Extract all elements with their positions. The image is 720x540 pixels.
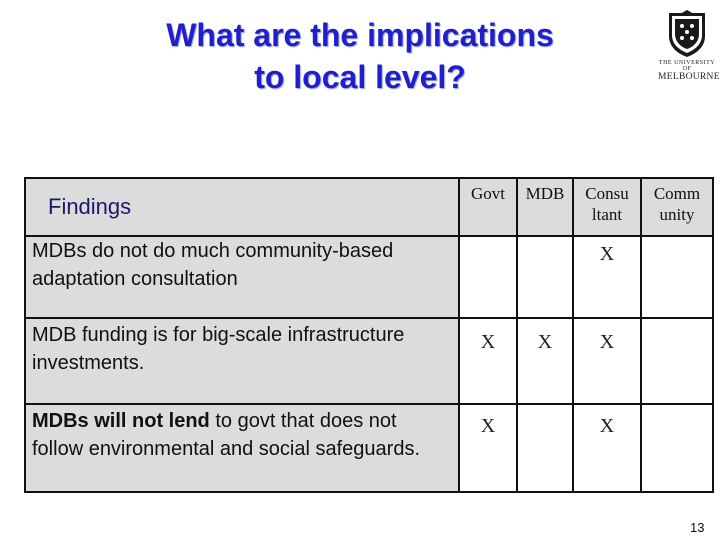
slide-title bbox=[110, 14, 610, 98]
mark-consultant: X bbox=[573, 318, 641, 404]
mark-govt: X bbox=[459, 404, 517, 492]
header-community-line1: Comm bbox=[653, 184, 701, 203]
finding-cell bbox=[25, 404, 459, 492]
mark-community bbox=[641, 318, 713, 404]
title-line-1: What are the implications bbox=[166, 17, 554, 53]
header-govt bbox=[459, 178, 517, 236]
header-mdb-line1: MDB bbox=[525, 184, 565, 203]
header-consultant bbox=[573, 178, 641, 236]
mark-mdb bbox=[517, 404, 573, 492]
mark-consultant: X bbox=[573, 236, 641, 318]
logo-line-2: MELBOURNE bbox=[658, 72, 720, 82]
findings-table bbox=[24, 177, 714, 493]
header-consultant-line2: ltant bbox=[591, 205, 623, 224]
mark-govt bbox=[459, 236, 517, 318]
mark-consultant: X bbox=[573, 404, 641, 492]
mark-mdb: X bbox=[517, 318, 573, 404]
finding-cell bbox=[25, 318, 459, 404]
finding-text: MDB funding is for big-scale infrastructure investments. bbox=[32, 324, 405, 374]
table-row bbox=[25, 404, 713, 492]
mark-govt: X bbox=[459, 318, 517, 404]
header-consultant-line1: Consu bbox=[585, 184, 629, 203]
page-number: 13 bbox=[690, 520, 705, 535]
mark-community bbox=[641, 236, 713, 318]
finding-text: to govt that does not follow environmental and social safeguards. bbox=[32, 410, 420, 460]
finding-bold: MDBs will not lend bbox=[32, 410, 210, 432]
mark-community bbox=[641, 404, 713, 492]
finding-cell bbox=[25, 236, 459, 318]
header-findings: Findings bbox=[25, 178, 459, 236]
table-header-row bbox=[25, 178, 713, 236]
header-community-line2: unity bbox=[659, 205, 695, 224]
mark-mdb bbox=[517, 236, 573, 318]
header-govt-line1: Govt bbox=[471, 184, 505, 203]
table-row bbox=[25, 318, 713, 404]
university-logo bbox=[658, 10, 720, 82]
crest-icon bbox=[665, 10, 709, 58]
finding-text: MDBs do not do much community-based adaptation consultation bbox=[32, 240, 394, 290]
header-mdb bbox=[517, 178, 573, 236]
header-community bbox=[641, 178, 713, 236]
title-line-2: to local level? bbox=[254, 59, 466, 95]
table-row bbox=[25, 236, 713, 318]
logo-line-1: THE UNIVERSITY OF bbox=[658, 60, 716, 72]
